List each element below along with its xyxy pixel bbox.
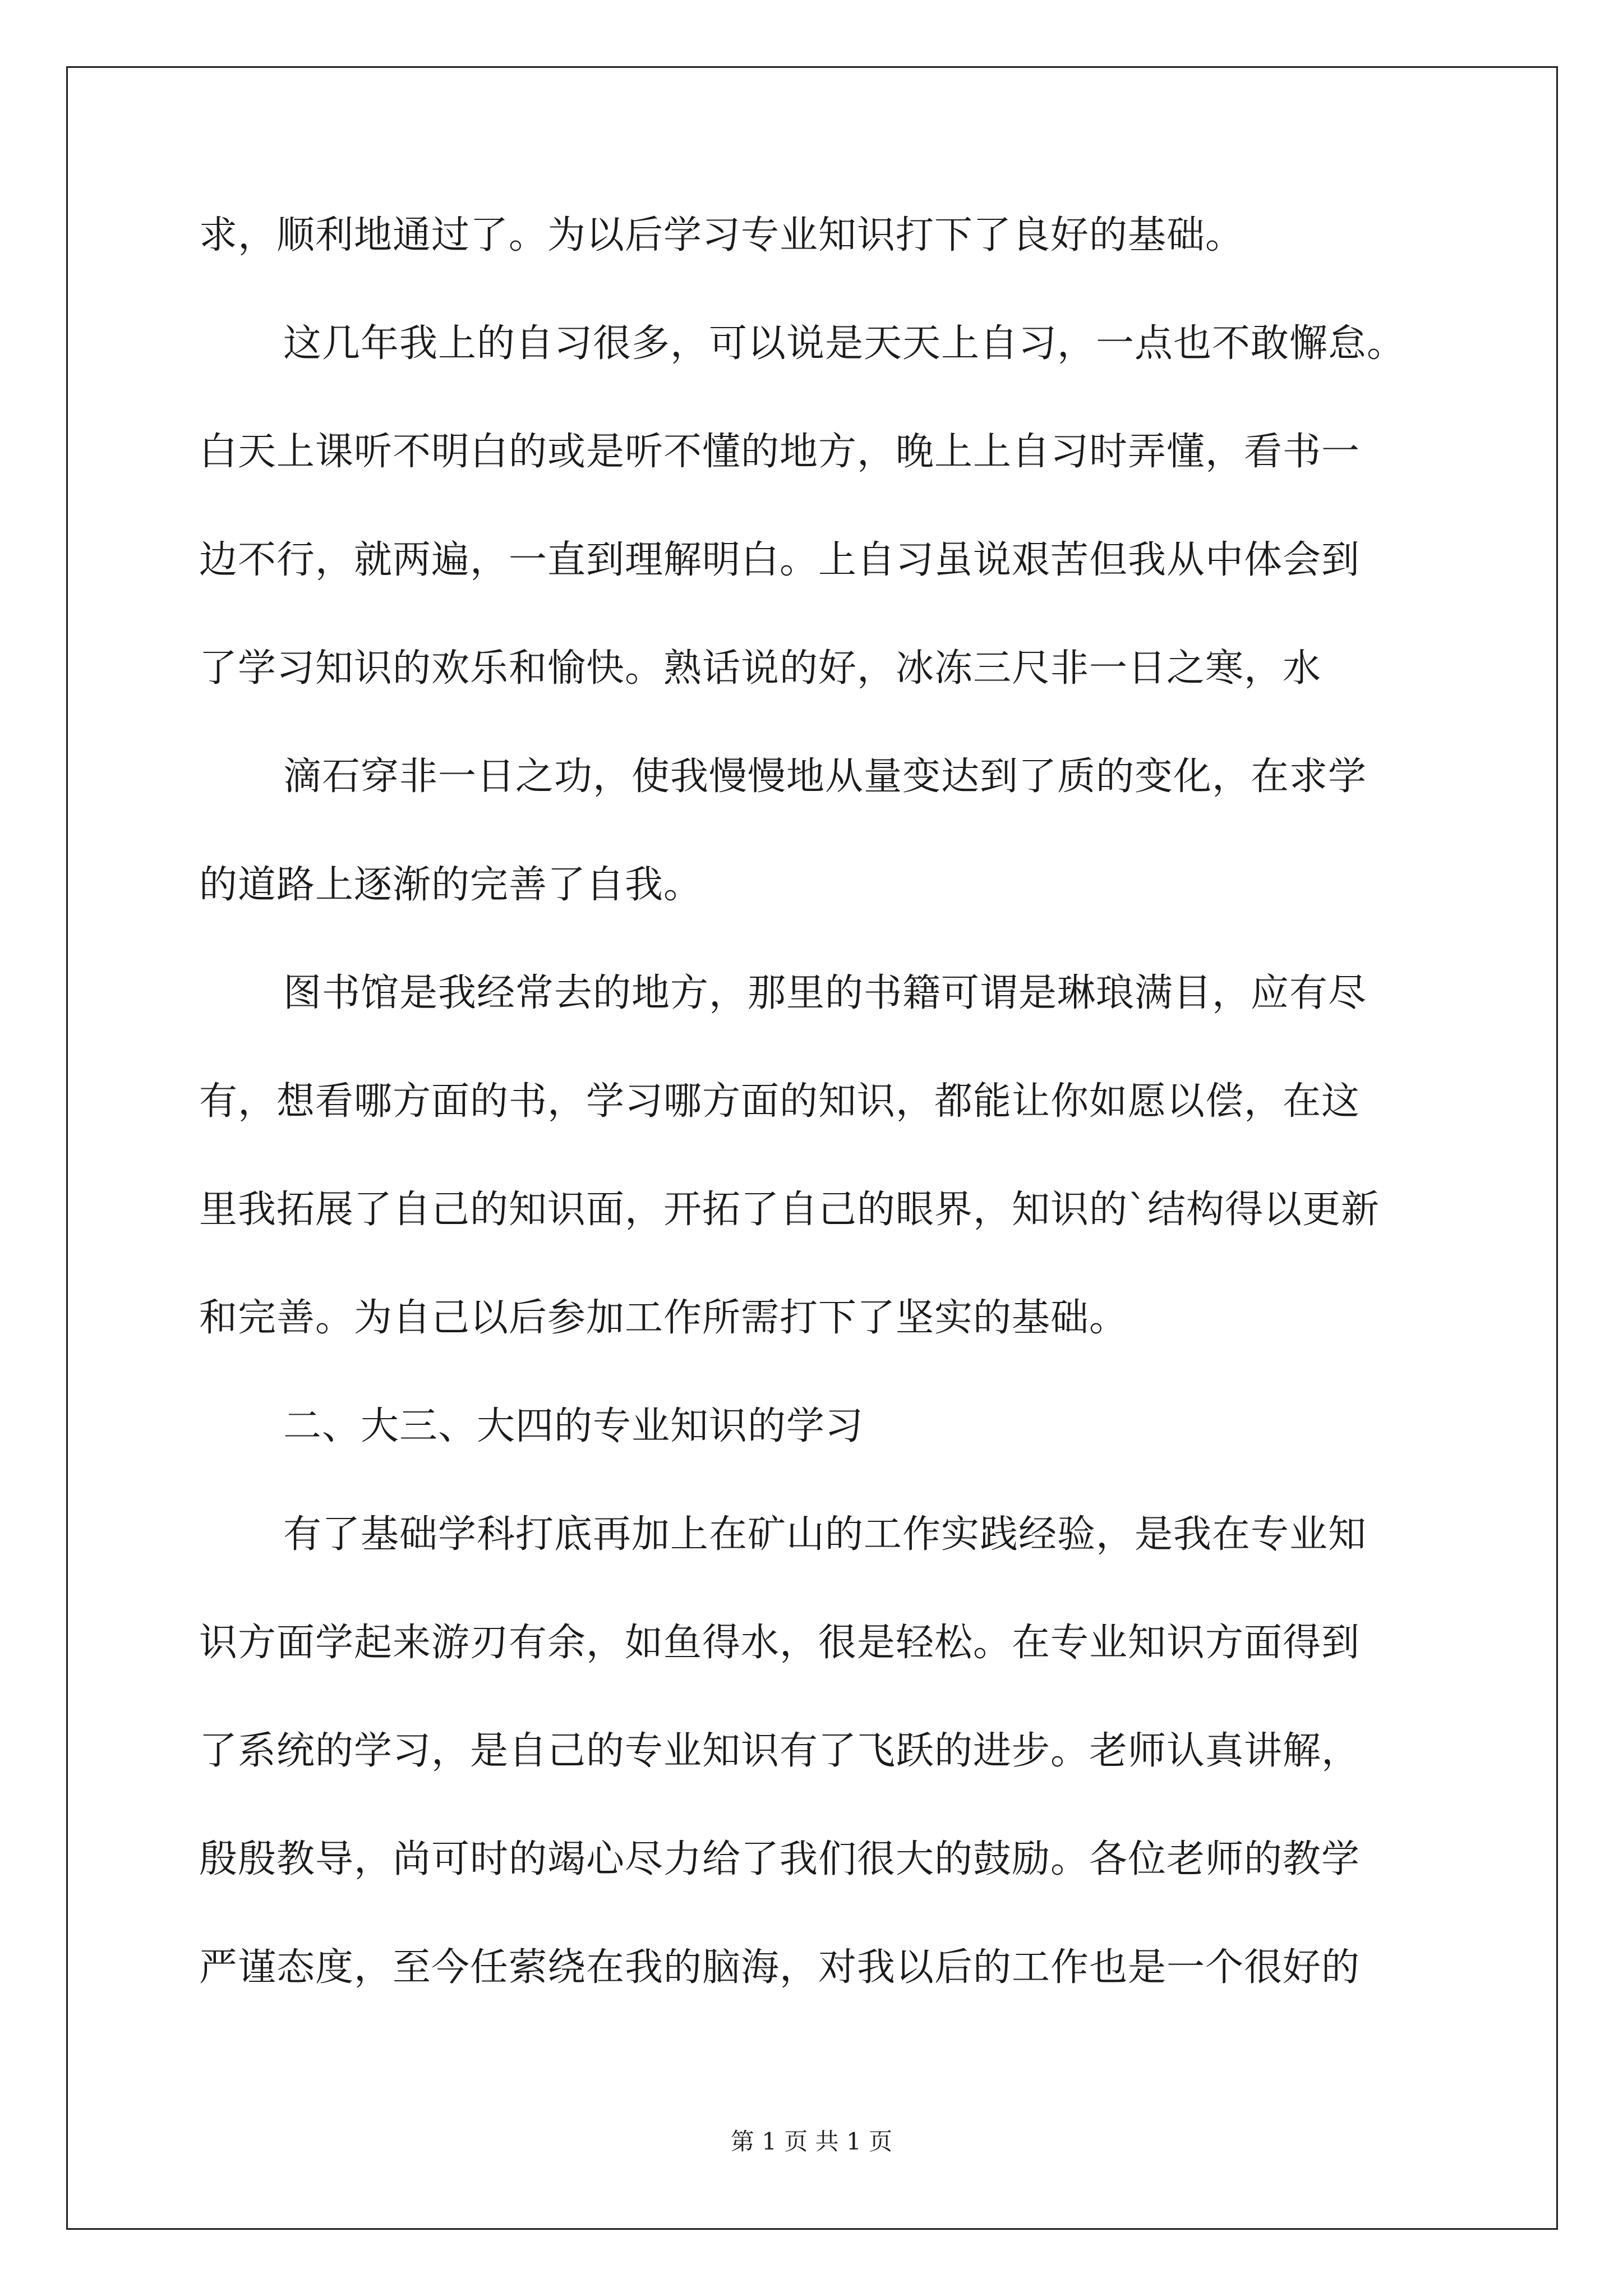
text-line: 这几年我上的自习很多，可以说是天天上自习，一点也不敢懈怠。	[283, 321, 1406, 366]
text-line: 边不行，就两遍，一直到理解明白。上自习虽说艰苦但我从中体会到	[199, 538, 1361, 582]
text-line: 了学习知识的欢乐和愉快。熟话说的好，冰冻三尺非一日之寒，水	[199, 646, 1322, 691]
text-line: 和完善。为自己以后参加工作所需打下了坚实的基础。	[199, 1296, 1128, 1340]
text-line: 有，想看哪方面的书，学习哪方面的知识，都能让你如愿以偿，在这	[199, 1079, 1361, 1124]
text-line: 殷殷教导，尚可时的竭心尽力给了我们很大的鼓励。各位老师的教学	[199, 1837, 1361, 1881]
text-line: 了系统的学习，是自己的专业知识有了飞跃的进步。老师认真讲解，	[199, 1729, 1361, 1773]
text-line: 有了基础学科打底再加上在矿山的工作实践经验，是我在专业知	[283, 1512, 1367, 1557]
section-heading: 二、大三、大四的专业知识的学习	[283, 1404, 864, 1448]
text-line: 严谨态度，至今任萦绕在我的脑海，对我以后的工作也是一个很好的	[199, 1945, 1361, 1990]
page-border	[66, 66, 1558, 2230]
text-line: 的道路上逐渐的完善了自我。	[199, 863, 703, 907]
text-line: 白天上课听不明白的或是听不懂的地方，晚上上自习时弄懂，看书一	[199, 430, 1361, 474]
text-line: 图书馆是我经常去的地方，那里的书籍可谓是琳琅满目，应有尽	[283, 971, 1367, 1015]
text-line: 识方面学起来游刃有余，如鱼得水，很是轻松。在专业知识方面得到	[199, 1621, 1361, 1665]
text-line: 里我拓展了自己的知识面，开拓了自己的眼界，知识的`结构得以更新	[199, 1188, 1380, 1232]
text-line: 求，顺利地通过了。为以后学习专业知识打下了良好的基础。	[199, 213, 1244, 257]
text-line: 滴石穿非一日之功，使我慢慢地从量变达到了质的变化，在求学	[283, 754, 1367, 799]
page-footer: 第 1 页 共 1 页	[730, 2128, 893, 2155]
